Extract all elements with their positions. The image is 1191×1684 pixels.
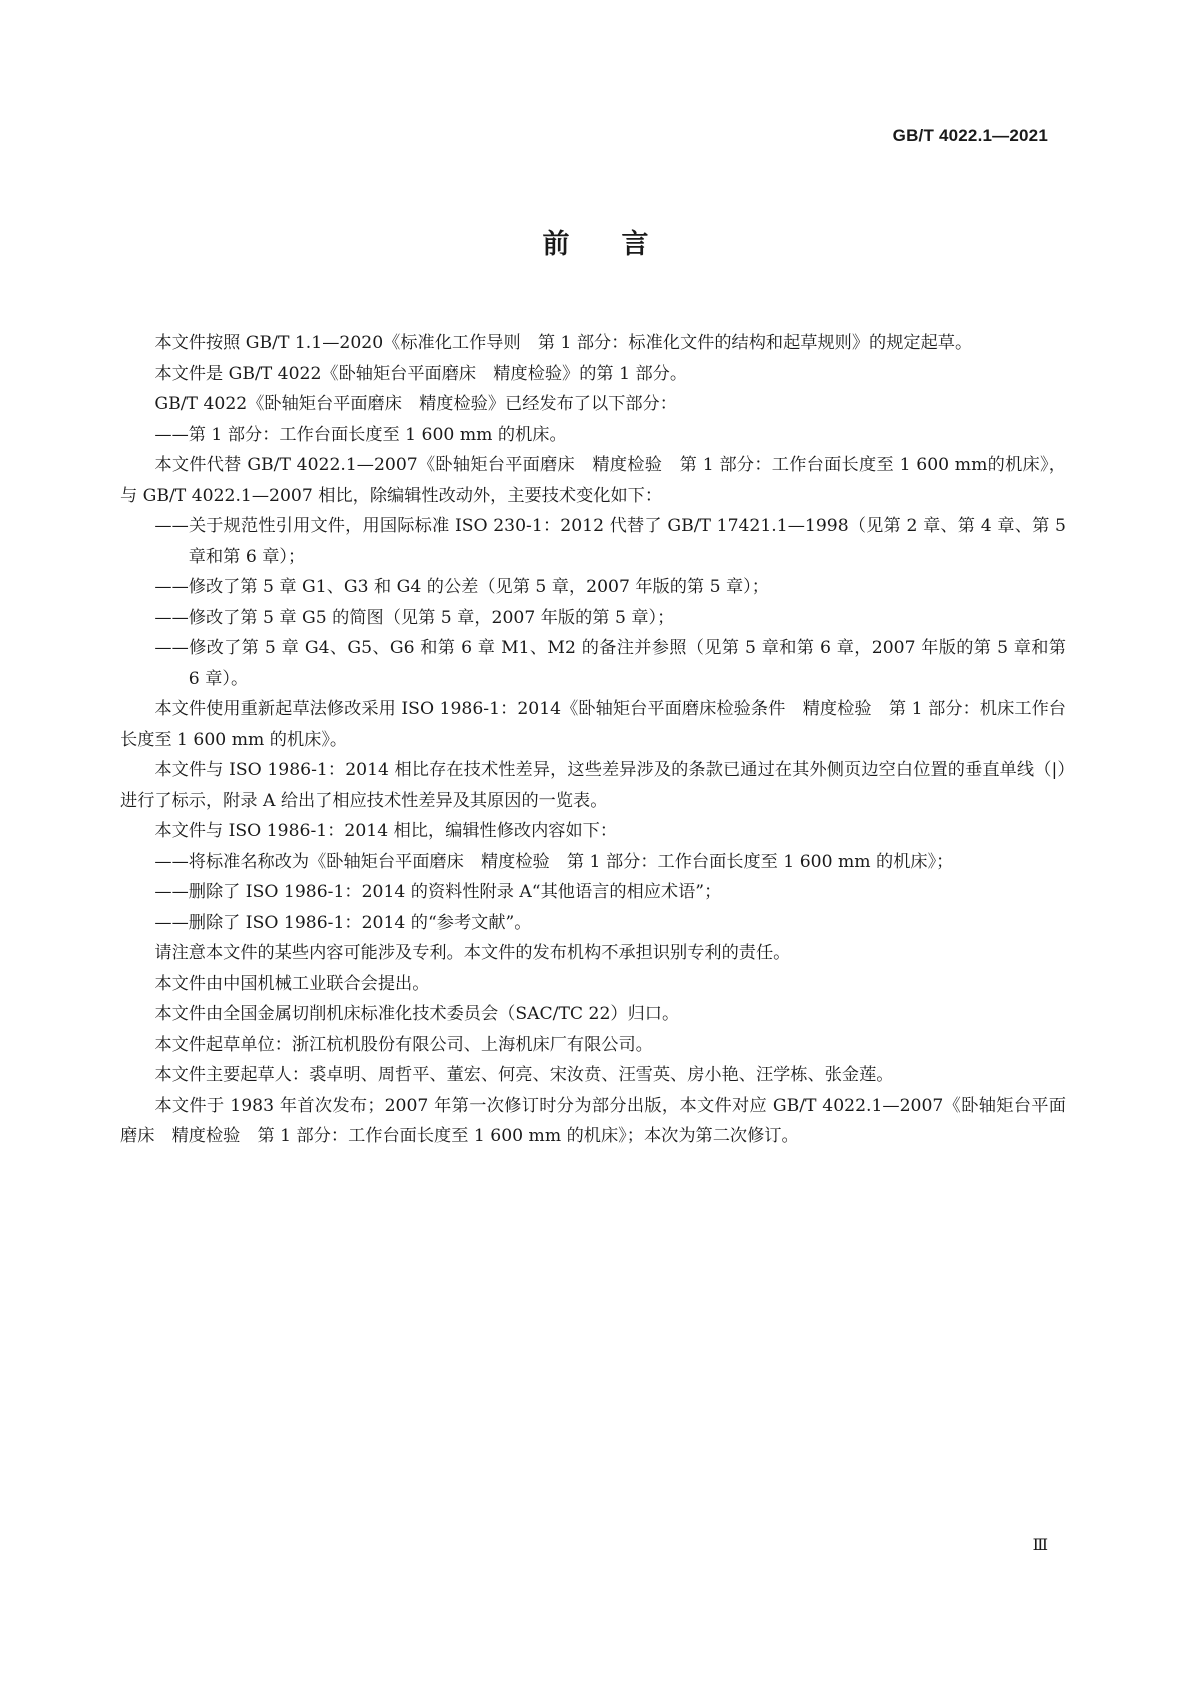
list-item: ——修改了第 5 章 G4、G5、G6 和第 6 章 M1、M2 的备注并参照（见第 5 章和第 6 章，2007 年版的第 5 章和第 6 章）。 xyxy=(154,638,1066,689)
paragraph: 请注意本文件的某些内容可能涉及专利。本文件的发布机构不承担识别专利的责任。 xyxy=(154,943,791,963)
paragraph: 本文件主要起草人：裘卓明、周哲平、董宏、何亮、宋汝贲、汪雪英、房小艳、汪学栋、张金莲。 xyxy=(154,1065,894,1085)
page-title xyxy=(0,222,1191,261)
document-number: GB/T 4022.1—2021 xyxy=(892,126,1048,145)
paragraph: 本文件代替 GB/T 4022.1—2007《卧轴矩台平面磨床 精度检验 第 1 部分：工作台面长度至 1 600 mm的机床》，与 GB/T 4022.1—2007 相比，除编辑性改动外，主要技术变化如下： xyxy=(120,455,1066,506)
list-item: ——删除了 ISO 1986-1：2014 的“参考文献”。 xyxy=(154,912,532,933)
title-char-2: 言 xyxy=(621,229,649,260)
paragraph: 本文件是 GB/T 4022《卧轴矩台平面磨床 精度检验》的第 1 部分。 xyxy=(154,363,688,384)
paragraph: 本文件由中国机械工业联合会提出。 xyxy=(154,973,430,994)
page-number: Ⅲ xyxy=(1032,1535,1048,1554)
list-item: ——修改了第 5 章 G1、G3 和 G4 的公差（见第 5 章，2007 年版的第 5 章）； xyxy=(154,577,769,597)
list-item: ——第 1 部分：工作台面长度至 1 600 mm 的机床。 xyxy=(154,424,567,445)
paragraph: GB/T 4022《卧轴矩台平面磨床 精度检验》已经发布了以下部分： xyxy=(154,394,677,414)
paragraph: 本文件于 1983 年首次发布；2007 年第一次修订时分为部分出版，本文件对应 GB/T 4022.1—2007《卧轴矩台平面磨床 精度检验 第 1 部分：工作台面长度至 1 600 mm 的机床》；本次为第二次修订。 xyxy=(120,1095,1066,1146)
paragraph: 本文件与 ISO 1986-1：2014 相比，编辑性修改内容如下： xyxy=(154,821,618,841)
paragraph: 本文件按照 GB/T 1.1—2020《标准化工作导则 第 1 部分：标准化文件的结构和起草规则》的规定起草。 xyxy=(154,333,973,353)
paragraph: 本文件起草单位：浙江杭机股份有限公司、上海机床厂有限公司。 xyxy=(154,1034,653,1055)
paragraph: 本文件使用重新起草法修改采用 ISO 1986-1：2014《卧轴矩台平面磨床检验条件 精度检验 第 1 部分：机床工作台长度至 1 600 mm 的机床》。 xyxy=(120,699,1066,750)
list-item: ——删除了 ISO 1986-1：2014 的资料性附录 A“其他语言的相应术语”； xyxy=(154,882,722,902)
foreword-body xyxy=(120,328,1066,1152)
list-item: ——修改了第 5 章 G5 的简图（见第 5 章，2007 年版的第 5 章）； xyxy=(154,607,675,628)
paragraph: 本文件与 ISO 1986-1：2014 相比存在技术性差异，这些差异涉及的条款已通过在其外侧页边空白位置的垂直单线（|）进行了标示，附录 A 给出了相应技术性差异及其原因的一览表。 xyxy=(120,760,1066,811)
title-char-1: 前 xyxy=(542,229,570,260)
paragraph: 本文件由全国金属切削机床标准化技术委员会（SAC/TC 22）归口。 xyxy=(154,1004,680,1024)
list-item: ——将标准名称改为《卧轴矩台平面磨床 精度检验 第 1 部分：工作台面长度至 1 600 mm 的机床》； xyxy=(154,851,954,872)
list-item: ——关于规范性引用文件，用国际标准 ISO 230-1：2012 代替了 GB/T 17421.1—1998（见第 2 章、第 4 章、第 5 章和第 6 章）； xyxy=(154,516,1066,567)
